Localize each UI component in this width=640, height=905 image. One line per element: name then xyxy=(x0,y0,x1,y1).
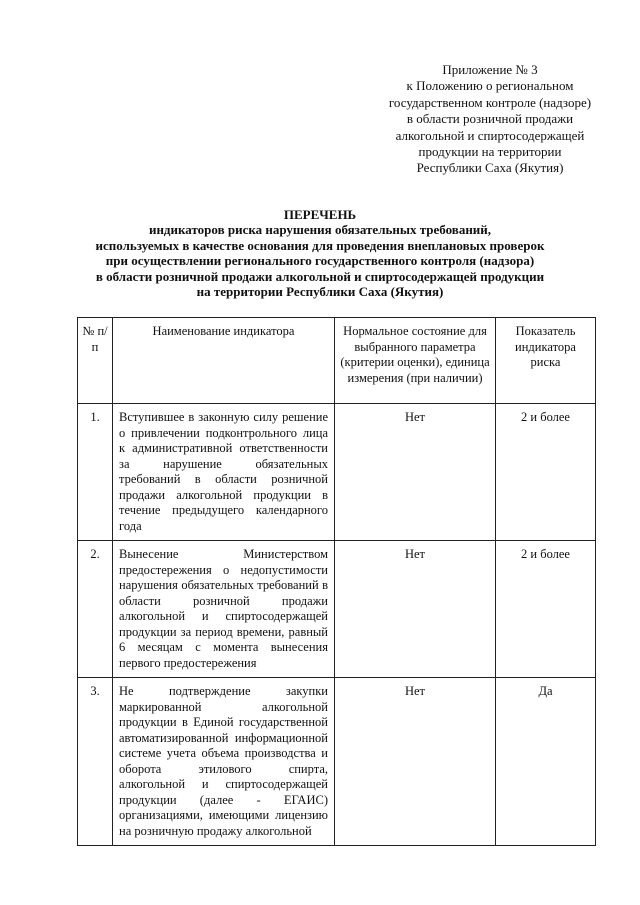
header-risk-indicator: Показатель индикатора риска xyxy=(496,318,596,404)
row-indicator-name: Вынесение Министерством предостережения о недопустимости нарушения обязательных требований в области розничной продажи алкогольной и спиртосодержащей продукции за период времени, равный 6 месяцам с момента вынесения первого предостережения xyxy=(113,541,335,678)
row-normal-state: Нет xyxy=(335,541,496,678)
row-risk-indicator: Да xyxy=(496,678,596,846)
row-number: 2. xyxy=(78,541,113,678)
title-line: индикаторов риска нарушения обязательных требований, xyxy=(148,222,492,238)
appendix-line: в области розничной продажи xyxy=(406,111,574,127)
row-number: 1. xyxy=(78,404,113,541)
table-header-row xyxy=(78,318,596,404)
header-name: Наименование индикатора xyxy=(113,318,335,404)
appendix-line: Республики Саха (Якутия) xyxy=(416,160,564,176)
row-indicator-name: Вступившее в законную силу решение о привлечении подконтрольного лица к административной ответственности за нарушение обязательных требований в области розничной продажи алкогольной продукции в течение предыдущего календарного года xyxy=(113,404,335,541)
appendix-line: продукции на территории xyxy=(418,144,562,160)
appendix-line: алкогольной и спиртосодержащей xyxy=(395,127,585,143)
row-risk-indicator: 2 и более xyxy=(496,541,596,678)
table-row xyxy=(78,678,596,846)
header-number: № п/п xyxy=(78,318,113,404)
title-line: на территории Республики Саха (Якутия) xyxy=(196,284,444,300)
appendix-reference xyxy=(340,62,640,177)
title-line: в области розничной продажи алкогольной и спиртосодержащей продукции xyxy=(95,268,545,284)
row-indicator-name: Не подтверждение закупки маркированной алкогольной продукции в Единой государственной автоматизированной информационной системе учета объема производства и оборота этилового спирта, алкогольной и спиртосодержащей продукции (далее - ЕГАИС) организациями, имеющими лицензию на розничную продажу алкогольной xyxy=(113,678,335,846)
row-number: 3. xyxy=(78,678,113,846)
row-risk-indicator: 2 и более xyxy=(496,404,596,541)
table-row xyxy=(78,541,596,678)
appendix-line: государственном контроле (надзоре) xyxy=(388,94,592,110)
header-normal-state: Нормальное состояние для выбранного параметра (критерии оценки), единица измерения (при наличии) xyxy=(335,318,496,404)
row-normal-state: Нет xyxy=(335,678,496,846)
table-row xyxy=(78,404,596,541)
appendix-line: Приложение № 3 xyxy=(442,62,538,77)
appendix-line: к Положению о региональном xyxy=(406,78,574,94)
title-heading: ПЕРЕЧЕНЬ xyxy=(283,207,357,222)
indicators-table xyxy=(77,317,596,846)
title-line: при осуществлении регионального государственного контроля (надзора) xyxy=(105,253,535,269)
document-title xyxy=(0,207,640,299)
row-normal-state: Нет xyxy=(335,404,496,541)
title-line: используемых в качестве основания для проведения внеплановых проверок xyxy=(95,237,545,253)
